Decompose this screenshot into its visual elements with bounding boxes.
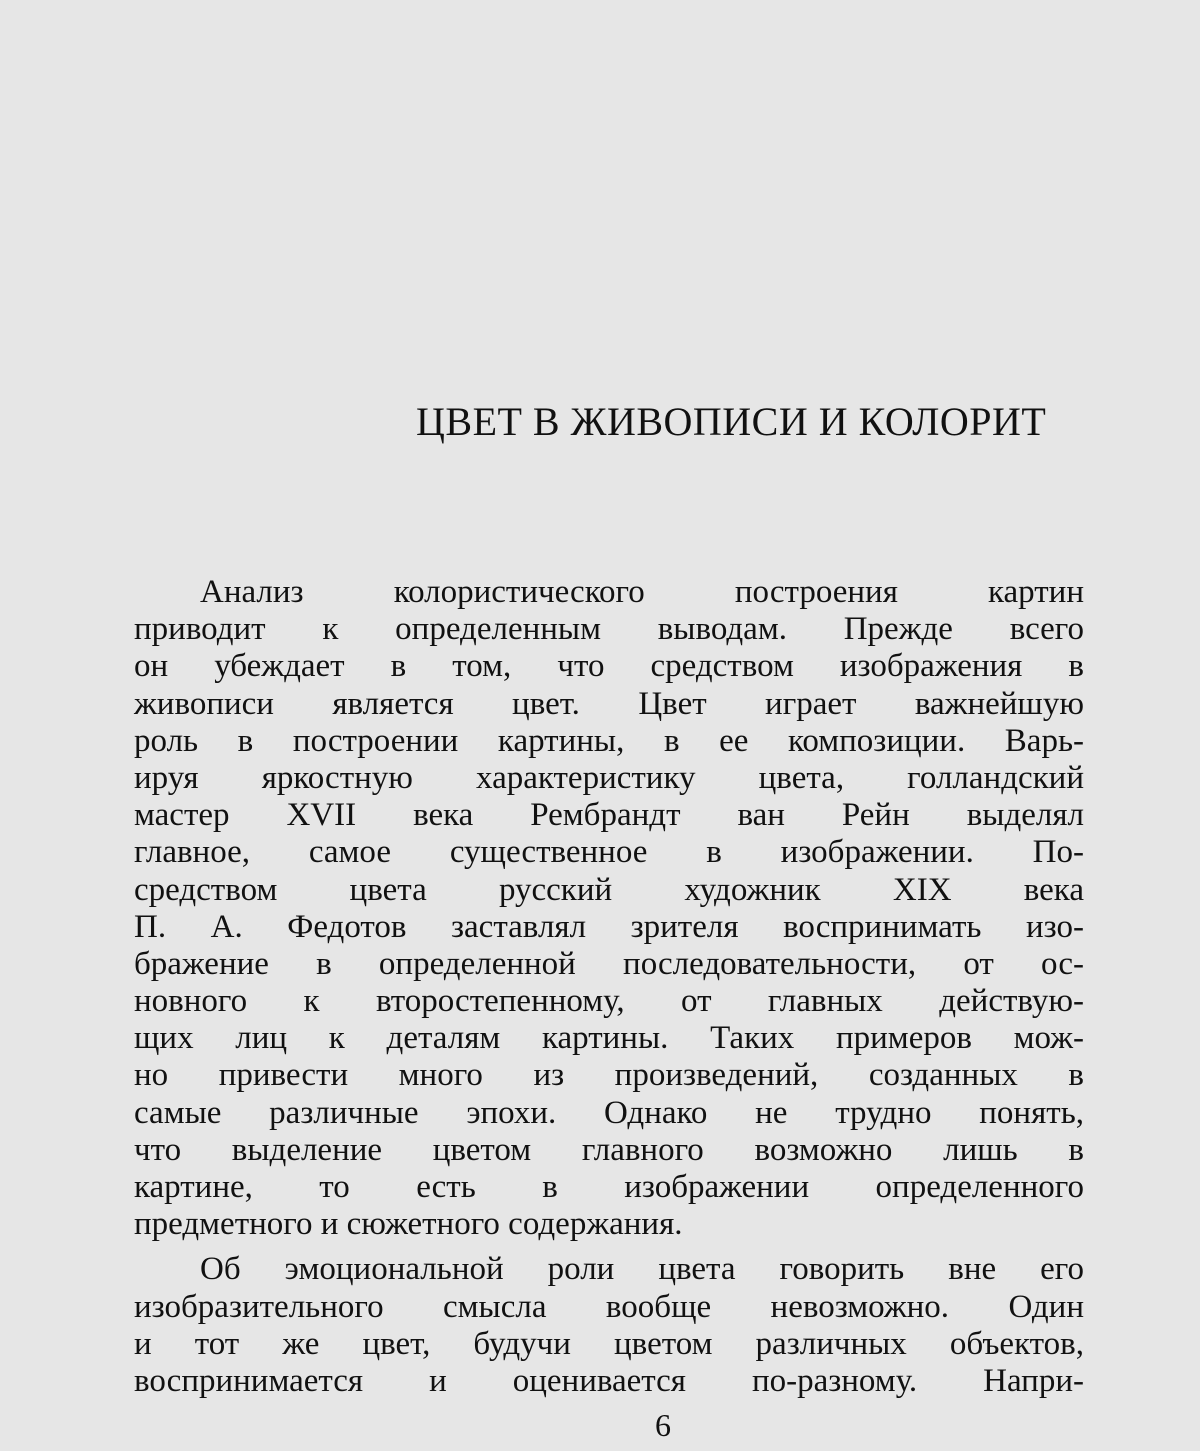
text-line: главное, самое существенное в изображении. По- <box>134 834 1084 871</box>
text-line: картине, то есть в изображении определенного <box>134 1169 1084 1205</box>
text-line: приводит к определенным выводам. Прежде всего <box>134 611 1084 648</box>
text-line: Анализ колористического построения картин <box>200 574 1084 610</box>
text-line: средством цвета русский художник XIX века <box>134 871 1084 908</box>
page-number: 6 <box>655 1407 671 1443</box>
text-line: самые различные эпохи. Однако не трудно понять, <box>134 1094 1084 1131</box>
text-line: щих лиц к деталям картины. Таких примеров мож- <box>134 1020 1084 1057</box>
text-line: но привести много из произведений, созданных в <box>134 1057 1084 1094</box>
paragraph <box>134 1251 1084 1400</box>
text-line: он убеждает в том, что средством изображения в <box>134 648 1084 685</box>
text-line: что выделение цветом главного возможно лишь в <box>134 1131 1084 1168</box>
text-line: и тот же цвет, будучи цветом различных объектов, <box>134 1325 1084 1362</box>
text-line: бражение в определенной последовательности, от ос- <box>134 945 1084 982</box>
text-line: новного к второстепенному, от главных действую- <box>134 983 1084 1020</box>
text-line: ируя яркостную характеристику цвета, голландский <box>134 759 1084 796</box>
text-line: Об эмоциональной роли цвета говорить вне его <box>200 1251 1084 1288</box>
text-line: изобразительного смысла вообще невозможно. Один <box>134 1288 1084 1325</box>
text-line: живописи является цвет. Цвет играет важнейшую <box>134 685 1084 722</box>
chapter-title: ЦВЕТ В ЖИВОПИСИ И КОЛОРИТ <box>416 399 1047 444</box>
text-line: воспринимается и оценивается по-разному. Напри- <box>134 1362 1084 1399</box>
text-line: предметного и сюжетного содержания. <box>134 1206 683 1243</box>
text-line: роль в построении картины, в ее композиции. Варь- <box>134 722 1084 759</box>
text-line: мастер XVII века Рембрандт ван Рейн выделял <box>134 797 1084 834</box>
body-text <box>134 574 1084 1400</box>
paragraph <box>134 574 1084 1243</box>
text-line: П. А. Федотов заставлял зрителя воспринимать изо- <box>134 908 1084 945</box>
